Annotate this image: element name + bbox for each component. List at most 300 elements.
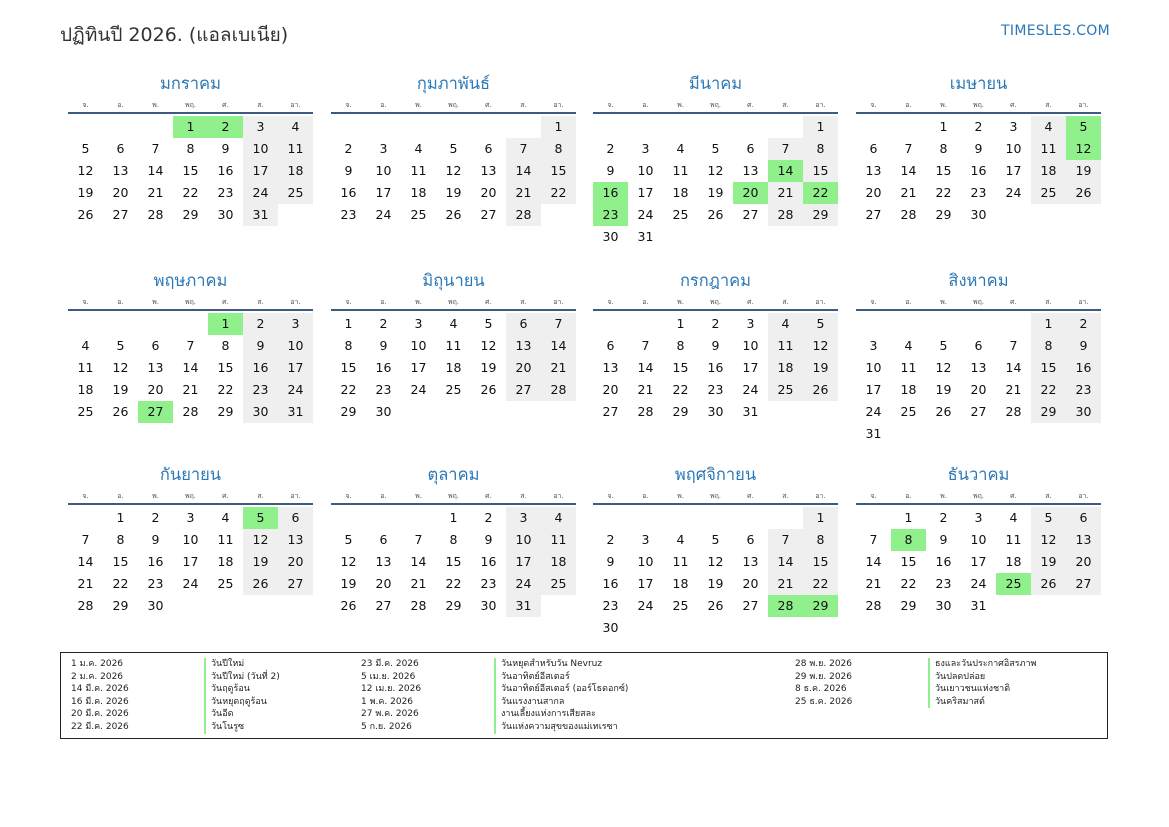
weekday-label: จ. [607,101,614,109]
weekday-label: จ. [345,492,352,500]
day-cell: 10 [1005,141,1022,156]
month-block [331,463,576,617]
empty-cell [996,313,1031,335]
day-cell: 4 [278,116,313,138]
day-cell: 11 [900,360,917,375]
day-cell: 16 [602,576,619,591]
holiday-name: วันอีด [204,708,233,721]
day-cell: 31 [742,404,759,419]
day-cell: 24 [637,598,654,613]
day-cell: 3 [278,313,313,335]
weekday-label: พ. [152,492,159,500]
weekday-label: ศ. [222,298,229,306]
empty-cell [506,116,541,138]
day-cell: 21 [768,182,803,204]
day-grid [856,313,1101,445]
holiday-name: วันปลดปล่อย [928,671,985,684]
legend-column-2 [361,658,628,734]
weekday-label: อ. [905,298,912,306]
day-cell: 17 [410,360,427,375]
day-cell: 18 [1005,554,1022,569]
day-cell: 27 [278,573,313,595]
day-cell: 28 [506,204,541,226]
day-cell: 8 [1031,335,1066,357]
day-grid [856,507,1101,617]
legend-row [71,658,280,671]
day-cell: 23 [602,598,619,613]
empty-cell [628,507,663,529]
month-name: พฤศจิกายน [674,465,757,484]
day-cell: 4 [1031,116,1066,138]
day-cell: 1 [449,510,458,525]
day-cell: 5 [449,141,458,156]
empty-cell [856,507,891,529]
weekday-label: พ. [152,298,159,306]
day-cell: 26 [1066,182,1101,204]
day-cell: 29 [217,404,234,419]
day-cell: 23 [340,207,357,222]
day-cell: 26 [707,207,724,222]
day-cell: 23 [1066,379,1101,401]
day-cell: 4 [904,338,913,353]
weekday-label: พฤ. [184,298,197,306]
empty-cell [663,507,698,529]
day-cell: 5 [939,338,948,353]
day-cell: 28 [147,207,164,222]
day-cell: 22 [217,382,234,397]
day-cell: 19 [707,185,724,200]
legend-row [361,721,628,734]
day-cell: 25 [1031,182,1066,204]
day-cell: 21 [541,357,576,379]
day-cell: 2 [379,316,388,331]
day-cell: 30 [217,207,234,222]
day-cell: 31 [970,598,987,613]
day-cell: 24 [506,573,541,595]
weekday-label: อ. [642,492,649,500]
day-cell: 6 [278,507,313,529]
weekday-label: อา. [1078,101,1089,109]
day-cell: 4 [768,313,803,335]
weekday-label: อา. [815,298,826,306]
day-cell: 9 [711,338,720,353]
day-cell: 4 [449,316,458,331]
weekday-label: จ. [607,492,614,500]
empty-cell [331,116,366,138]
weekday-label: พ. [415,492,422,500]
day-cell: 17 [182,554,199,569]
day-cell: 29 [112,598,129,613]
day-cell: 7 [869,532,878,547]
day-cell: 1 [116,510,125,525]
day-cell: 28 [900,207,917,222]
day-cell: 13 [970,360,987,375]
day-cell: 21 [147,185,164,200]
day-cell: 22 [1031,379,1066,401]
day-cell: 23 [480,576,497,591]
day-cell: 6 [974,338,983,353]
day-cell: 20 [506,357,541,379]
day-cell: 18 [768,357,803,379]
day-cell: 20 [147,382,164,397]
day-cell: 4 [676,532,685,547]
holiday-date: 1 พ.ค. 2026 [361,696,414,707]
day-cell: 20 [970,382,987,397]
holiday-date: 12 เม.ย. 2026 [361,684,422,695]
empty-cell [401,507,436,529]
day-cell: 19 [1066,160,1101,182]
day-cell: 12 [243,529,278,551]
weekday-label: อา. [553,492,564,500]
month-name: มิถุนายน [422,271,485,290]
day-cell: 23 [375,382,392,397]
holiday-date: 5 เม.ย. 2026 [361,671,416,682]
day-cell: 2 [606,141,615,156]
day-cell: 6 [116,141,125,156]
legend-row [795,696,1037,709]
day-cell: 21 [900,185,917,200]
day-cell: 7 [151,141,160,156]
day-cell: 12 [707,163,724,178]
day-cell: 6 [746,532,755,547]
day-cell: 5 [116,338,125,353]
holiday-legend [60,652,1108,739]
day-cell: 31 [865,426,882,441]
brand-link[interactable]: TIMESLES.COM [1001,23,1110,39]
legend-column-3 [795,658,1037,708]
day-cell: 11 [1005,532,1022,547]
month-block [68,269,313,423]
day-cell: 11 [77,360,94,375]
day-cell: 27 [1066,573,1101,595]
day-grid [593,507,838,639]
day-cell: 15 [1031,357,1066,379]
day-cell: 17 [375,185,392,200]
day-cell: 4 [541,507,576,529]
holiday-name: วันหยุดฤดูร้อน [204,696,267,709]
day-cell: 12 [340,554,357,569]
day-cell: 3 [641,532,650,547]
weekday-header [593,295,838,309]
day-cell: 14 [77,554,94,569]
holiday-date: 14 มี.ค. 2026 [71,684,129,695]
day-cell: 13 [375,554,392,569]
empty-cell [103,116,138,138]
day-cell: 30 [243,401,278,423]
weekday-header [856,98,1101,112]
day-cell: 7 [768,138,803,160]
empty-cell [733,507,768,529]
legend-row [795,658,1037,671]
holiday-name: วันอาทิตย์อีสเตอร์ (ออร์โธดอกซ์) [494,683,628,696]
day-cell: 5 [711,141,720,156]
empty-cell [68,507,103,529]
day-cell: 22 [900,576,917,591]
day-cell: 28 [768,204,803,226]
legend-row [361,671,628,684]
weekday-label: ศ. [1010,492,1017,500]
day-cell: 11 [445,338,462,353]
day-cell: 16 [1066,357,1101,379]
holiday-name: วันอาทิตย์อีสเตอร์ [494,671,570,684]
header-divider [68,503,313,505]
day-cell: 25 [410,207,427,222]
holiday-day-cell: 14 [768,160,803,182]
weekday-label: ส. [520,492,527,500]
weekday-label: พฤ. [447,492,460,500]
holiday-date: 5 ก.ย. 2026 [361,721,412,732]
weekday-label: พ. [940,492,947,500]
day-cell: 14 [410,554,427,569]
day-cell: 2 [974,119,983,134]
day-cell: 15 [445,554,462,569]
header-divider [331,503,576,505]
day-cell: 17 [278,357,313,379]
day-cell: 22 [541,182,576,204]
day-cell: 6 [379,532,388,547]
weekday-label: อ. [117,101,124,109]
day-cell: 26 [935,404,952,419]
weekday-header [68,489,313,503]
day-cell: 11 [768,335,803,357]
day-cell: 12 [77,163,94,178]
day-cell: 2 [606,532,615,547]
day-cell: 12 [803,335,838,357]
day-cell: 11 [1031,138,1066,160]
holiday-name: ธงและวันประกาศอิสรภาพ [928,658,1037,671]
day-cell: 8 [221,338,230,353]
weekday-label: ส. [782,492,789,500]
holiday-day-cell: 5 [243,507,278,529]
day-cell: 24 [182,576,199,591]
empty-cell [733,116,768,138]
day-cell: 9 [344,163,353,178]
day-cell: 31 [637,229,654,244]
day-cell: 8 [541,138,576,160]
weekday-label: อา. [553,101,564,109]
day-cell: 18 [541,551,576,573]
day-grid [593,313,838,423]
day-cell: 18 [217,554,234,569]
day-cell: 20 [480,185,497,200]
day-cell: 9 [221,141,230,156]
day-cell: 12 [707,554,724,569]
day-cell: 19 [803,357,838,379]
day-cell: 14 [147,163,164,178]
header-divider [856,309,1101,311]
day-cell: 19 [243,551,278,573]
weekday-header [68,295,313,309]
day-cell: 29 [672,404,689,419]
legend-row [71,683,280,696]
day-cell: 11 [672,554,689,569]
day-cell: 10 [970,532,987,547]
holiday-date: 20 มี.ค. 2026 [71,709,129,720]
day-cell: 7 [541,313,576,335]
day-cell: 18 [77,382,94,397]
day-cell: 14 [768,551,803,573]
day-cell: 13 [112,163,129,178]
day-cell: 20 [865,185,882,200]
day-cell: 15 [935,163,952,178]
weekday-label: พฤ. [184,492,197,500]
weekday-label: ส. [257,298,264,306]
day-cell: 1 [676,316,685,331]
day-cell: 13 [1066,529,1101,551]
day-cell: 14 [541,335,576,357]
weekday-label: จ. [345,298,352,306]
day-cell: 9 [151,532,160,547]
day-cell: 20 [742,576,759,591]
day-cell: 2 [1066,313,1101,335]
weekday-label: พ. [677,101,684,109]
day-cell: 1 [541,116,576,138]
holiday-name: วันโนรูซ [204,721,244,734]
day-cell: 26 [480,382,497,397]
day-cell: 9 [484,532,493,547]
weekday-label: อ. [905,492,912,500]
day-cell: 20 [1066,551,1101,573]
day-cell: 17 [865,382,882,397]
weekday-label: อา. [290,298,301,306]
day-cell: 6 [151,338,160,353]
day-cell: 1 [939,119,948,134]
day-cell: 25 [77,404,94,419]
weekday-header [593,98,838,112]
month-name: ตุลาคม [427,465,480,484]
weekday-label: พฤ. [447,101,460,109]
empty-cell [173,313,208,335]
weekday-label: ส. [1045,492,1052,500]
month-name: มีนาคม [688,74,743,93]
day-cell: 10 [243,138,278,160]
day-cell: 19 [480,360,497,375]
empty-cell [698,116,733,138]
holiday-day-cell: 28 [768,595,803,617]
day-cell: 5 [803,313,838,335]
weekday-label: พ. [677,492,684,500]
day-cell: 27 [970,404,987,419]
day-cell: 26 [1031,573,1066,595]
day-cell: 15 [217,360,234,375]
holiday-day-cell: 1 [173,116,208,138]
holiday-day-cell: 29 [803,595,838,617]
day-cell: 12 [445,163,462,178]
day-cell: 20 [602,382,619,397]
day-cell: 27 [375,598,392,613]
holiday-date: 16 มี.ค. 2026 [71,696,129,707]
weekday-label: จ. [82,298,89,306]
day-cell: 7 [1009,338,1018,353]
weekday-label: พฤ. [972,492,985,500]
weekday-label: อ. [905,101,912,109]
weekday-label: อ. [117,298,124,306]
month-name: กุมภาพันธ์ [416,74,491,93]
month-block [593,269,838,423]
day-cell: 28 [1005,404,1022,419]
day-cell: 11 [541,529,576,551]
day-cell: 23 [147,576,164,591]
empty-cell [593,313,628,335]
day-cell: 7 [186,338,195,353]
header-divider [68,112,313,114]
weekday-label: ส. [782,298,789,306]
day-cell: 10 [506,529,541,551]
day-cell: 30 [970,207,987,222]
day-cell: 9 [606,163,615,178]
day-cell: 7 [506,138,541,160]
weekday-label: อ. [380,101,387,109]
day-cell: 8 [676,338,685,353]
holiday-day-cell: 27 [138,401,173,423]
day-cell: 23 [217,185,234,200]
day-cell: 19 [112,382,129,397]
empty-cell [138,116,173,138]
day-cell: 30 [935,598,952,613]
day-cell: 4 [414,141,423,156]
month-block [856,72,1101,226]
day-cell: 9 [974,141,983,156]
day-cell: 30 [602,229,619,244]
day-cell: 17 [1005,163,1022,178]
day-cell: 27 [865,207,882,222]
weekday-label: ศ. [222,101,229,109]
holiday-name: วันปีใหม่ [204,658,244,671]
day-cell: 19 [707,576,724,591]
header-divider [331,112,576,114]
day-cell: 15 [900,554,917,569]
weekday-label: พฤ. [709,101,722,109]
empty-cell [891,313,926,335]
day-cell: 30 [1066,401,1101,423]
empty-cell [768,507,803,529]
empty-cell [891,116,926,138]
day-cell: 25 [217,576,234,591]
day-cell: 26 [445,207,462,222]
day-cell: 10 [865,360,882,375]
day-cell: 21 [1005,382,1022,397]
day-cell: 3 [869,338,878,353]
month-name: ธันวาคม [947,465,1010,484]
weekday-label: พ. [152,101,159,109]
day-cell: 21 [77,576,94,591]
day-cell: 1 [344,316,353,331]
day-cell: 15 [541,160,576,182]
day-cell: 22 [935,185,952,200]
day-cell: 28 [77,598,94,613]
day-cell: 3 [746,316,755,331]
empty-cell [593,507,628,529]
day-cell: 22 [112,576,129,591]
day-cell: 14 [900,163,917,178]
day-cell: 8 [939,141,948,156]
day-cell: 27 [480,207,497,222]
day-cell: 7 [768,529,803,551]
day-cell: 2 [243,313,278,335]
day-cell: 17 [970,554,987,569]
day-cell: 26 [77,207,94,222]
day-cell: 14 [182,360,199,375]
day-cell: 16 [970,163,987,178]
day-cell: 30 [375,404,392,419]
empty-cell [471,116,506,138]
day-cell: 7 [414,532,423,547]
weekday-label: อ. [117,492,124,500]
day-cell: 10 [278,335,313,357]
day-cell: 30 [147,598,164,613]
holiday-date: 2 ม.ค. 2026 [71,671,124,682]
day-cell: 19 [340,576,357,591]
